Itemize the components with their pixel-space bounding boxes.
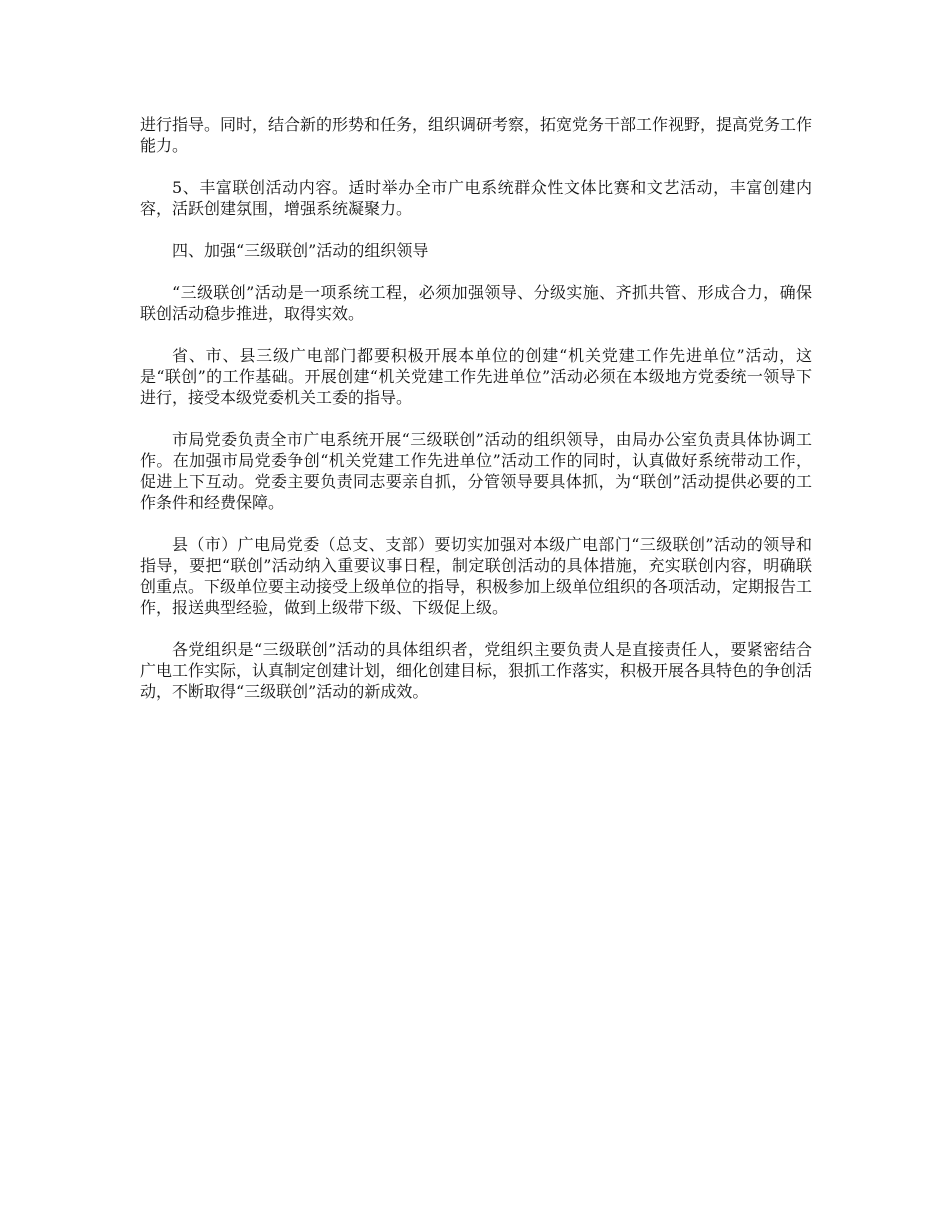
document-page xyxy=(140,114,812,723)
paragraph-1: 进行指导。同时，结合新的形势和任务，组织调研考察，拓宽党务干部工作视野，提高党务工作能力。 xyxy=(140,115,813,155)
paragraph-2: 5、丰富联创活动内容。适时举办全市广电系统群众性文体比赛和文艺活动，丰富创建内容，活跃创建氛围，增强系统凝聚力。 xyxy=(140,178,812,218)
paragraph-4: 省、市、县三级广电部门都要积极开展本单位的创建“机关党建工作先进单位”活动，这是“联创”的工作基础。开展创建“机关党建工作先进单位”活动必须在本级地方党委统一领导下进行，接受本级党委机关工委的指导。 xyxy=(140,346,812,407)
paragraph-3: “三级联创”活动是一项系统工程，必须加强领导、分级实施、齐抓共管、形成合力，确保联创活动稳步推进，取得实效。 xyxy=(140,283,812,323)
paragraph-7: 各党组织是“三级联创”活动的具体组织者，党组织主要负责人是直接责任人，要紧密结合广电工作实际，认真制定创建计划，细化创建目标，狠抓工作落实，积极开展各具特色的争创活动，不断取得“三级联创”活动的新成效。 xyxy=(140,640,813,701)
paragraph-5: 市局党委负责全市广电系统开展“三级联创”活动的组织领导，由局办公室负责具体协调工作。在加强市局党委争创“机关党建工作先进单位”活动工作的同时，认真做好系统带动工作，促进上下互动。党委主要负责同志要亲自抓，分管领导要具体抓，为“联创”活动提供必要的工作条件和经费保障。 xyxy=(140,430,812,512)
section-heading: 四、加强“三级联创”活动的组织领导 xyxy=(172,241,429,260)
paragraph-6: 县（市）广电局党委（总支、支部）要切实加强对本级广电部门“三级联创”活动的领导和指导，要把“联创”活动纳入重要议事日程，制定联创活动的具体措施，充实联创内容，明确联创重点。下级单位要主动接受上级单位的指导，积极参加上级单位组织的各项活动，定期报告工作，报送典型经验，做到上级带下级、下级促上级。 xyxy=(140,535,813,617)
